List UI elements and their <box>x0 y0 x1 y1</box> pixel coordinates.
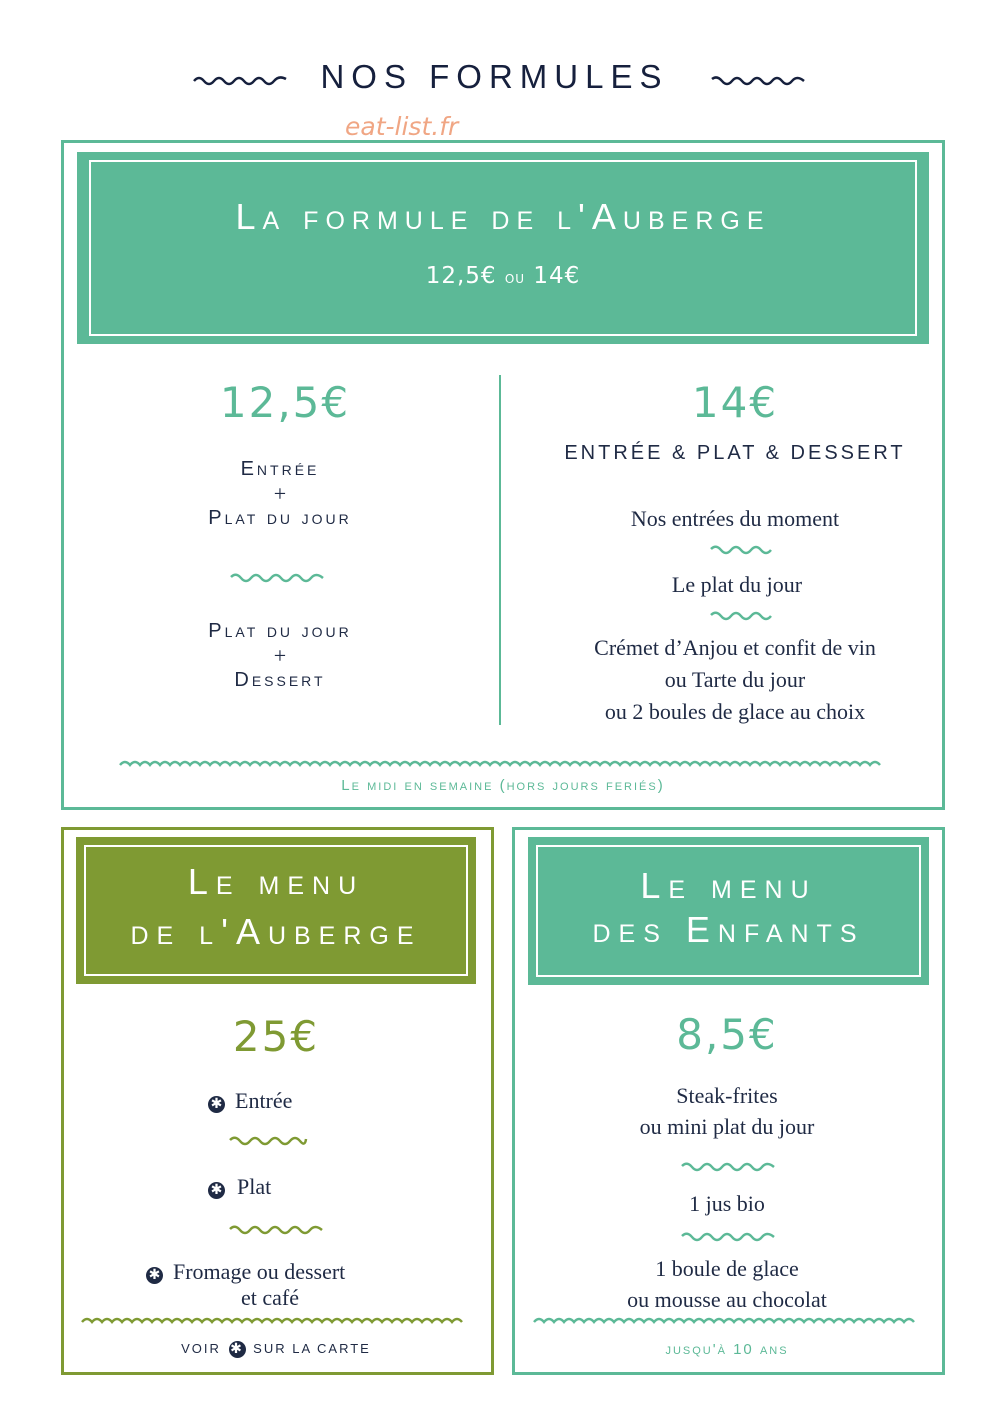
menu-auberge-title-line1: Le menu <box>187 861 365 902</box>
auberge-wave-2-icon <box>228 1222 324 1236</box>
formule-title: La formule de l'Auberge <box>235 196 771 237</box>
right-dessert-line3: ou 2 boules de glace au choix <box>604 699 866 724</box>
menu-auberge-item-plat-label: Plat <box>237 1174 272 1199</box>
formule-left-option1 <box>130 458 430 530</box>
header-wave-right-icon <box>710 72 806 86</box>
right-dessert-line2: ou Tarte du jour <box>664 667 806 692</box>
star-icon: ✱ <box>146 1267 163 1284</box>
menu-auberge-item-fromage <box>146 1259 345 1285</box>
menu-enfants-price: 8,5€ <box>676 1010 778 1059</box>
page-title: NOS FORMULES <box>320 58 669 95</box>
formule-banner-price-a: 12,5€ <box>425 263 497 289</box>
left-wave-divider-icon <box>229 570 325 584</box>
menu-enfants-item3-line1: 1 boule de glace <box>655 1256 799 1281</box>
menu-auberge-price: 25€ <box>232 1012 320 1061</box>
formule-banner-price-b: 14€ <box>533 263 581 289</box>
formule-left-option2 <box>130 620 430 692</box>
menu-auberge-footer <box>61 1341 491 1358</box>
menu-enfants-item1-line1: Steak-frites <box>676 1083 778 1108</box>
menu-enfants-banner <box>528 837 929 985</box>
star-icon: ✱ <box>208 1096 225 1113</box>
right-dessert-line1: Crémet d’Anjou et confit de vin <box>594 635 876 660</box>
menu-enfants-title-line2: des Enfants <box>592 909 865 950</box>
right-plat: Le plat du jour <box>671 572 803 597</box>
menu-auberge-footer-after: SUR LA CARTE <box>253 1341 371 1356</box>
right-wave-2-icon <box>709 608 773 622</box>
menu-enfants-item2: 1 jus bio <box>689 1191 765 1216</box>
menu-auberge-title-line2: de l'Auberge <box>130 911 422 952</box>
option1-plus: + <box>273 481 287 506</box>
formule-left-price: 12,5€ <box>219 378 351 427</box>
menu-auberge-item-entree <box>208 1088 292 1114</box>
menu-enfants-item1-line2: ou mini plat du jour <box>639 1114 815 1139</box>
enfants-wave-1-icon <box>680 1159 776 1173</box>
option1-line3: Plat du jour <box>208 507 352 529</box>
formule-banner-prices <box>77 263 929 289</box>
right-dessert <box>520 632 950 728</box>
option2-plus: + <box>273 643 287 668</box>
menu-auberge-banner <box>76 837 476 984</box>
right-entree: Nos entrées du moment <box>630 506 840 531</box>
enfants-wave-2-icon <box>680 1229 776 1243</box>
auberge-wave-1-icon <box>228 1133 308 1147</box>
formule-banner <box>77 152 929 344</box>
watermark-text: eat-list.fr <box>345 112 459 141</box>
formule-banner-price-sep: ou <box>504 268 526 288</box>
formule-bottom-wave-icon <box>118 757 888 771</box>
star-icon: ✱ <box>230 1341 244 1358</box>
menu-enfants-item3 <box>512 1253 942 1315</box>
menu-enfants-item1 <box>512 1080 942 1142</box>
menu-auberge-footer-before: VOIR <box>181 1341 221 1356</box>
right-wave-1-icon <box>709 542 773 556</box>
menu-auberge-item-plat <box>208 1174 271 1200</box>
formule-divider <box>499 375 501 725</box>
option1-line1: Entrée <box>240 458 320 480</box>
star-icon: ✱ <box>208 1182 225 1199</box>
enfants-bottom-wave-icon <box>532 1314 924 1328</box>
formule-right-subtitle: ENTRÉE & PLAT & DESSERT <box>564 442 906 464</box>
auberge-bottom-wave-icon <box>80 1314 472 1328</box>
menu-enfants-footnote: jusqu'à 10 ans <box>665 1341 789 1358</box>
menu-auberge-item-fromage-line2: et café <box>241 1285 299 1310</box>
option2-line3: Dessert <box>234 669 326 691</box>
menu-auberge-item-fromage-label: Fromage ou dessert <box>173 1259 346 1284</box>
menu-enfants-item3-line2: ou mousse au chocolat <box>627 1287 827 1312</box>
formule-footnote: Le midi en semaine (hors jours feriés) <box>341 777 665 794</box>
menu-enfants-title-line1: Le menu <box>640 865 817 906</box>
menu-auberge-item-entree-label: Entrée <box>235 1088 293 1113</box>
option2-line1: Plat du jour <box>208 620 352 642</box>
formule-right-price: 14€ <box>691 378 779 427</box>
